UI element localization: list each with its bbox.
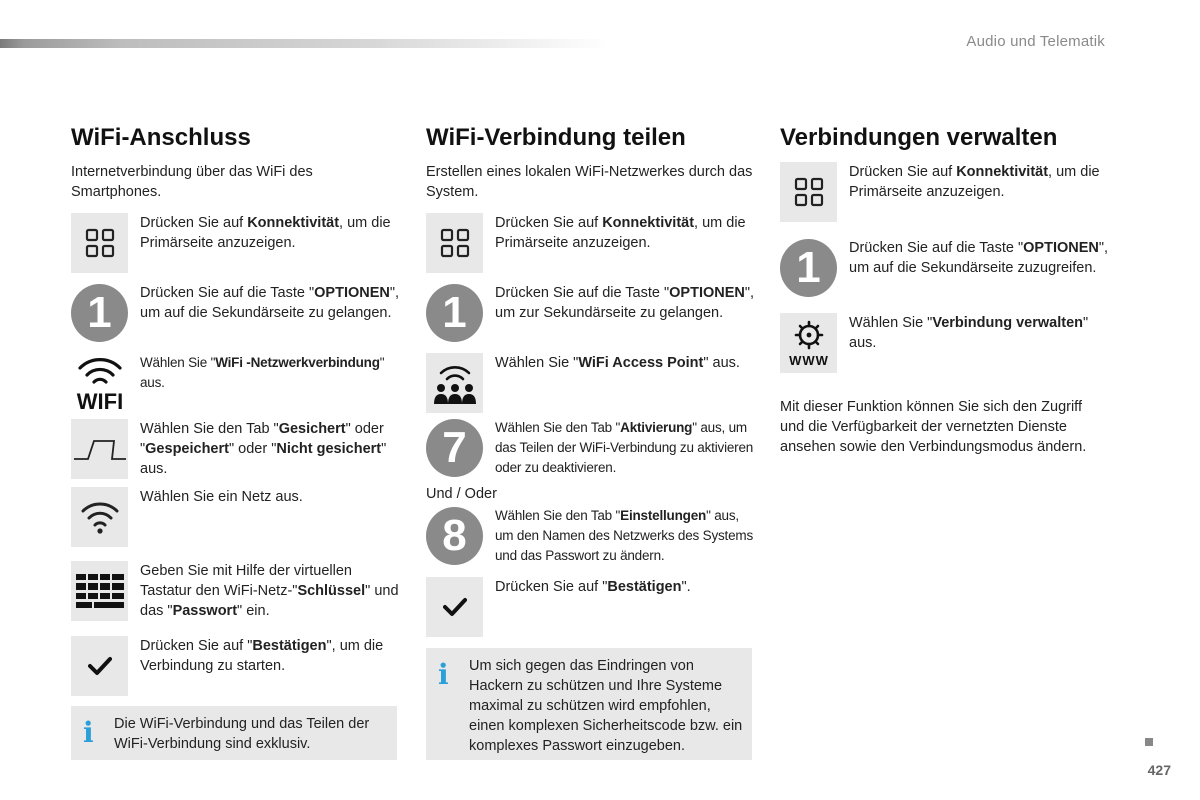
info-icon: i (83, 716, 94, 749)
info-icon: i (438, 658, 449, 691)
note-text: Die WiFi-Verbindung und das Teilen der WiFi-Verbindung sind exklusiv. (114, 716, 370, 752)
step-text: Wählen Sie "WiFi Access Point" aus. (495, 355, 740, 371)
wifi-icon (71, 353, 128, 413)
wifi-signal-icon (71, 487, 128, 547)
step-text: Drücken Sie auf die Taste "OPTIONEN", um zur Sekundärseite zu gelangen. (495, 285, 755, 321)
section-heading: WiFi-Anschluss (71, 124, 251, 151)
tab-icon (71, 419, 128, 479)
checkmark-icon (71, 636, 128, 696)
step-text: Wählen Sie "WiFi -Netzwerkverbindung" aus. (140, 355, 385, 390)
description-text: Mit dieser Funktion können Sie sich den Zugriff und die Verfügbarkeit der vernetzten Dienste ansehen sowie den Verbindungsmodus ändern. (780, 399, 1087, 455)
step-number-badge: 7 (426, 418, 483, 478)
step-text: Wählen Sie ein Netz aus. (140, 489, 303, 505)
checkmark-icon (426, 577, 483, 637)
step-text: Drücken Sie auf "Bestätigen". (495, 579, 691, 595)
step-text: Drücken Sie auf Konnektivität, um die Primärseite anzuzeigen. (495, 215, 746, 251)
step-number-badge: 8 (426, 506, 483, 566)
column-wifi-sharing (426, 0, 756, 800)
section-heading: WiFi-Verbindung teilen (426, 124, 686, 151)
note-text: Um sich gegen das Eindringen von Hackern zu schützen und Ihre Systeme maximal zu schützen wird empfohlen, einen komplexen Sicherheitscode bzw. ein komplexes Passwort einzugeben. (469, 658, 743, 754)
step-text: Drücken Sie auf "Bestätigen", um die Verbindung zu starten. (140, 638, 384, 674)
info-note (426, 648, 752, 760)
column-manage-connections (780, 0, 1110, 800)
section-title: Audio und Telematik (966, 33, 1105, 50)
step-number-badge: 1 (426, 283, 483, 343)
info-note (71, 706, 397, 760)
step-text: Wählen Sie den Tab "Einstellungen" aus, um den Namen des Netzwerks des Systems und das Passwort zu ändern. (495, 508, 754, 563)
hotspot-icon (426, 353, 483, 413)
section-heading: Verbindungen verwalten (780, 124, 1058, 151)
step-text: Wählen Sie "Verbindung verwalten" aus. (849, 315, 1089, 351)
page-number: 427 (1147, 762, 1171, 778)
svg-text:WWW: WWW (788, 353, 829, 368)
column-wifi-connection (71, 0, 401, 800)
step-text: Drücken Sie auf Konnektivität, um die Primärseite anzuzeigen. (849, 164, 1100, 200)
or-label: Und / Oder (426, 486, 497, 502)
connectivity-icon (780, 162, 837, 222)
page-marker (1145, 738, 1153, 746)
intro-text: Internetverbindung über das WiFi des Smartphones. (71, 164, 313, 200)
step-text: Geben Sie mit Hilfe der virtuellen Tastatur den WiFi-Netz-"Schlüssel" und das "Passwort" ein. (140, 563, 399, 619)
connectivity-icon (426, 213, 483, 273)
connectivity-icon (71, 213, 128, 273)
svg-text:WIFI: WIFI (76, 389, 123, 412)
step-text: Wählen Sie den Tab "Gesichert" oder "Gespeichert" oder "Nicht gesichert" aus. (140, 421, 387, 477)
keyboard-icon (71, 561, 128, 621)
step-text: Drücken Sie auf Konnektivität, um die Primärseite anzuzeigen. (140, 215, 391, 251)
step-text: Wählen Sie den Tab "Aktivierung" aus, um das Teilen der WiFi-Verbindung zu aktivieren oder zu deaktivieren. (495, 420, 754, 475)
www-gear-icon (780, 313, 837, 373)
step-text: Drücken Sie auf die Taste "OPTIONEN", um auf die Sekundärseite zu gelangen. (140, 285, 400, 321)
step-number-badge: 1 (71, 283, 128, 343)
step-number-badge: 1 (780, 238, 837, 298)
intro-text: Erstellen eines lokalen WiFi-Netzwerkes durch das System. (426, 164, 753, 200)
step-text: Drücken Sie auf die Taste "OPTIONEN", um auf die Sekundärseite zuzugreifen. (849, 240, 1109, 276)
